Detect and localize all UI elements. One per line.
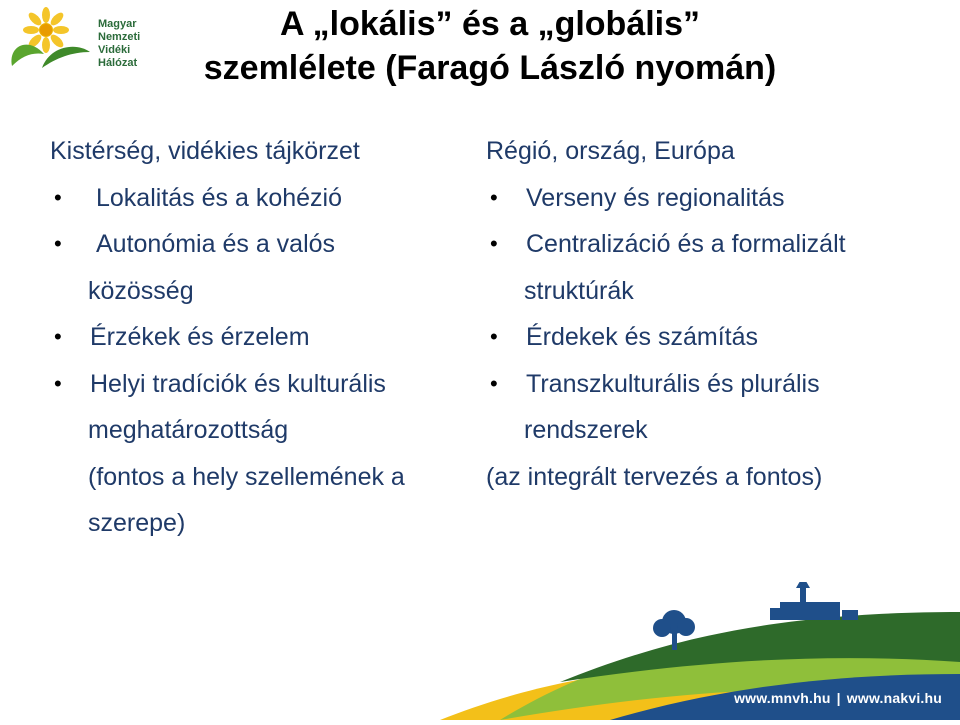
global-heading: Régió, ország, Európa: [486, 137, 735, 165]
local-item: • Érzékek és érzelem: [50, 314, 460, 361]
footer-urls: [734, 690, 942, 706]
local-item-continuation: közösség: [88, 276, 194, 305]
mnvh-logo: [6, 6, 156, 76]
global-column: [486, 128, 946, 500]
global-item: • Transzkulturális és plurális: [486, 361, 946, 408]
global-item-continuation: rendszerek: [524, 416, 648, 444]
slide-title: [140, 2, 840, 90]
global-item: • Centralizáció és a formalizált: [486, 221, 946, 268]
local-heading: Kistérség, vidékies tájkörzet: [50, 137, 360, 165]
local-item: • Lokalitás és a kohézió: [50, 175, 460, 222]
global-note: (az integrált tervezés a fontos): [486, 462, 823, 491]
local-note: (fontos a hely szellemének a: [88, 462, 405, 491]
local-item: • Autonómia és a valós: [50, 221, 460, 268]
footer-separator: |: [836, 690, 841, 706]
global-item: • Verseny és regionalitás: [486, 175, 946, 222]
title-line-2: szemlélete (Faragó László nyomán): [203, 49, 777, 87]
logo-text: Magyar Nemzeti Vidéki Hálózat: [98, 18, 141, 69]
footer-url-mnvh[interactable]: www.mnvh.hu: [734, 690, 831, 706]
local-note: szerepe): [88, 509, 186, 537]
local-item: • Helyi tradíciók és kulturális: [50, 361, 460, 408]
church-icon: [770, 582, 858, 620]
flower-leaf-icon: [6, 6, 96, 76]
landscape-illustration: [440, 582, 960, 720]
local-column: [50, 128, 460, 547]
global-item: • Érdekek és számítás: [486, 314, 946, 361]
title-line-1: A „lokális” és a „globális”: [279, 5, 701, 43]
local-item-continuation: meghatározottság: [88, 416, 289, 444]
global-item-continuation: struktúrák: [524, 276, 634, 305]
footer-url-nakvi[interactable]: www.nakvi.hu: [846, 690, 942, 706]
